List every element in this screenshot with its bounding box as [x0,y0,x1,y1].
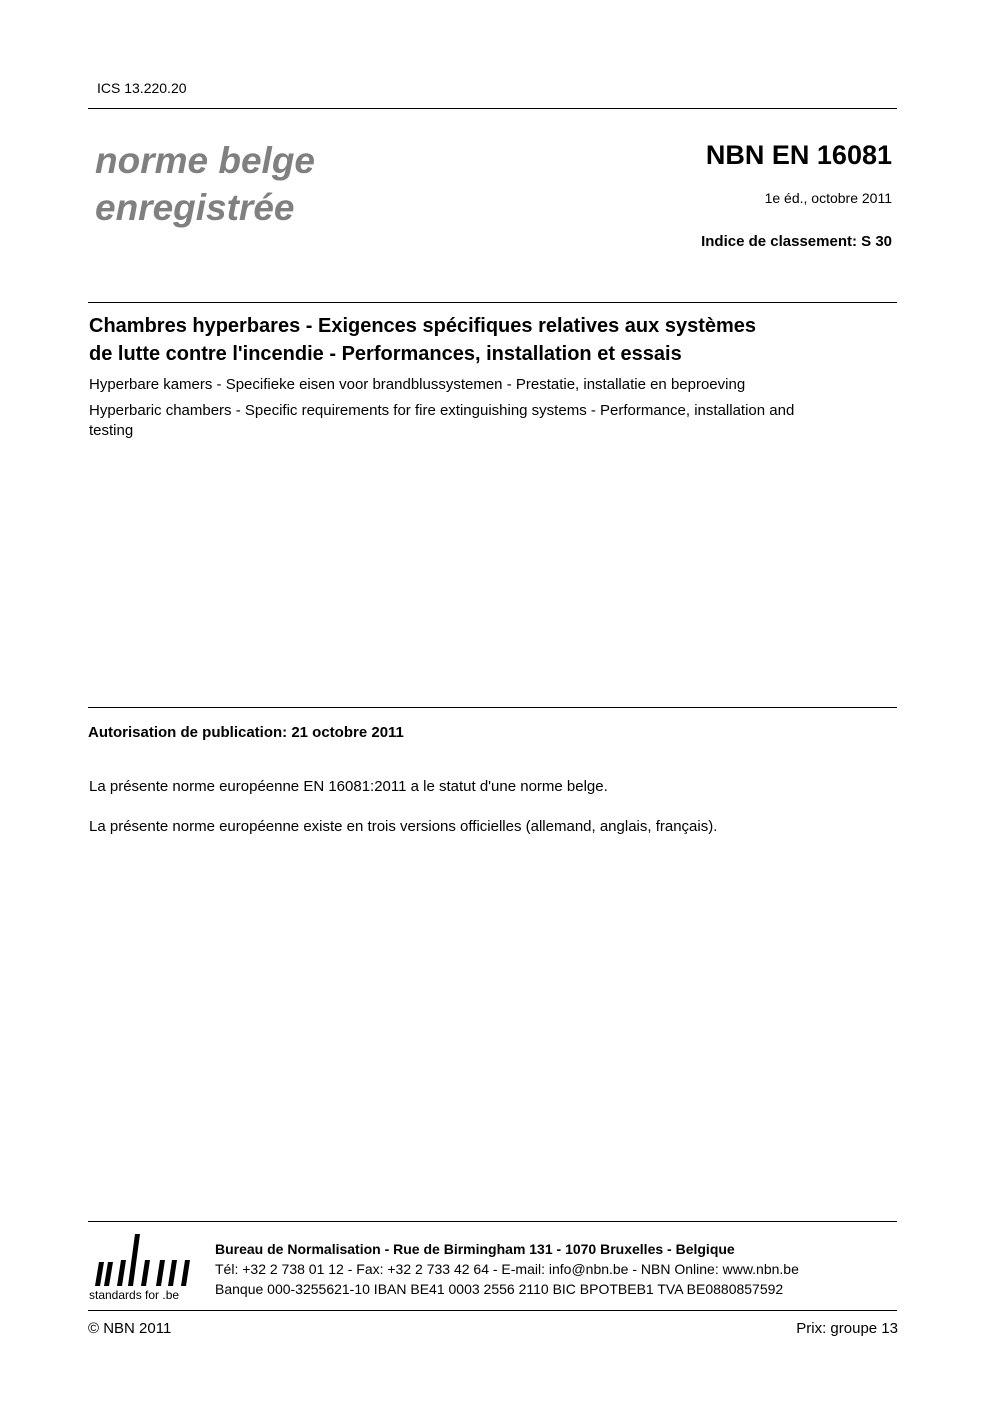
divider [88,707,897,708]
authorisation: Autorisation de publication: 21 octobre 2011 [88,724,404,741]
brand-line2: enregistrée [95,187,295,228]
brand-line1: norme belge [95,140,315,181]
paragraph-1: La présente norme européenne EN 16081:2011 a le statut d'une norme belge. [89,778,608,795]
divider [88,1221,897,1222]
footer-bank: Banque 000-3255621-10 IBAN BE41 0003 2556 2110 BIC BPOTBEB1 TVA BE0880857592 [215,1281,784,1297]
classification: Indice de classement: S 30 [701,233,892,250]
footer-address: Bureau de Normalisation - Rue de Birmingham 131 - 1070 Bruxelles - Belgique [215,1241,735,1257]
title-en-line2: testing [89,422,134,439]
title-fr-line1: Chambres hyperbares - Exigences spécifiques relatives aux systèmes [89,315,757,337]
paragraph-2: La présente norme européenne existe en trois versions officielles (allemand, anglais, français). [89,818,718,835]
logo-tagline: standards for .be [89,1288,180,1302]
divider [88,1310,897,1311]
price-group: Prix: groupe 13 [796,1320,898,1337]
ics-code: ICS 13.220.20 [97,80,187,96]
title-nl: Hyperbare kamers - Specifieke eisen voor brandblussystemen - Prestatie, installatie en beproeving [89,376,746,393]
nbn-logo-icon [90,1232,195,1287]
copyright: © NBN 2011 [88,1320,172,1337]
title-en-line1: Hyperbaric chambers - Specific requirements for fire extinguishing systems - Performance, installation and [89,402,795,419]
divider [88,108,897,109]
edition: 1e éd., octobre 2011 [764,190,892,206]
divider [88,302,897,303]
title-fr-line2: de lutte contre l'incendie - Performances, installation et essais [89,343,682,365]
standard-id: NBN EN 16081 [705,140,892,170]
footer-contact: Tél: +32 2 738 01 12 - Fax: +32 2 733 42 64 - E-mail: info@nbn.be - NBN Online: www.nbn.be [215,1261,799,1277]
